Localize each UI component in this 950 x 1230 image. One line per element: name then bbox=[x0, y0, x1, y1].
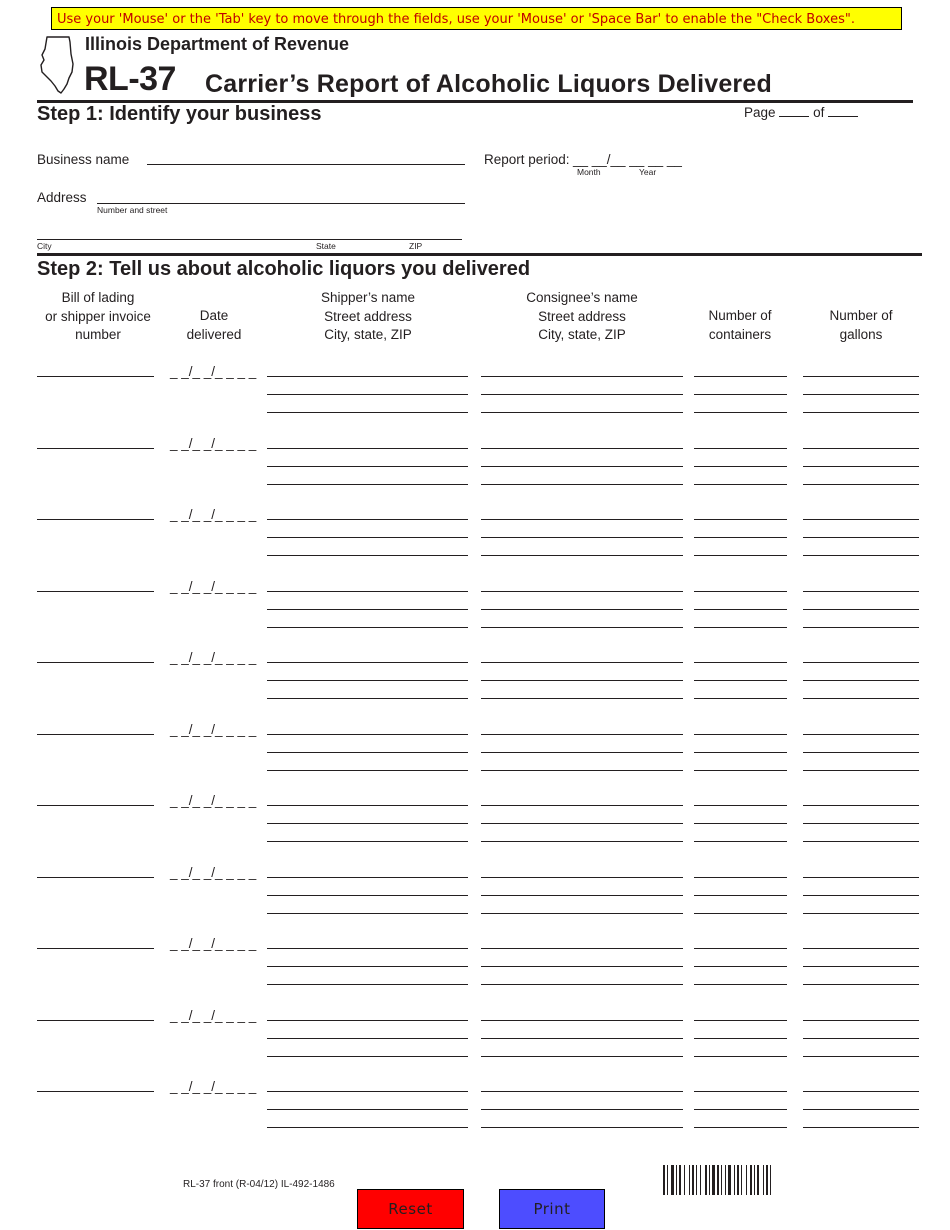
step1-bottom-rule bbox=[37, 253, 922, 256]
containers-field[interactable] bbox=[694, 448, 787, 449]
column-header-line: gallons bbox=[839, 326, 883, 342]
barcode-bar bbox=[757, 1165, 759, 1195]
page-count bbox=[744, 105, 858, 120]
date-delivered-field[interactable]: _ _/_ _/_ _ _ _ bbox=[170, 936, 257, 951]
shipper-city-state-zip-field[interactable] bbox=[267, 555, 468, 556]
column-header-line: Street address bbox=[324, 308, 412, 324]
containers-field[interactable] bbox=[694, 376, 787, 377]
shipper-name-field[interactable] bbox=[267, 734, 468, 735]
shipper-city-state-zip-field[interactable] bbox=[267, 484, 468, 485]
shipper-city-state-zip-field[interactable] bbox=[267, 841, 468, 842]
gallons-field[interactable] bbox=[803, 394, 919, 395]
date-delivered-field[interactable]: _ _/_ _/_ _ _ _ bbox=[170, 650, 257, 665]
barcode-bar bbox=[667, 1165, 668, 1195]
shipper-street-field[interactable] bbox=[267, 466, 468, 467]
shipper-street-field[interactable] bbox=[267, 1109, 468, 1110]
containers-field[interactable] bbox=[694, 877, 787, 878]
date-delivered-field[interactable]: _ _/_ _/_ _ _ _ bbox=[170, 507, 257, 522]
gallons-field[interactable] bbox=[803, 841, 919, 842]
consignee-street-field[interactable] bbox=[481, 466, 683, 467]
barcode-bar bbox=[689, 1165, 690, 1195]
consignee-city-state-zip-field[interactable] bbox=[481, 412, 683, 413]
shipper-street-field[interactable] bbox=[267, 752, 468, 753]
containers-field[interactable] bbox=[694, 823, 787, 824]
bill-of-lading-field[interactable] bbox=[37, 591, 154, 592]
city-state-zip-field[interactable] bbox=[37, 239, 462, 240]
containers-field[interactable] bbox=[694, 1020, 787, 1021]
consignee-name-field[interactable] bbox=[481, 662, 683, 663]
barcode-bar bbox=[696, 1165, 697, 1195]
barcode-bar bbox=[692, 1165, 694, 1195]
shipper-name-field[interactable] bbox=[267, 948, 468, 949]
consignee-name-field[interactable] bbox=[481, 519, 683, 520]
form-code: RL-37 front (R-04/12) IL-492-1486 bbox=[183, 1179, 335, 1190]
page-number-field[interactable] bbox=[779, 105, 809, 117]
shipper-name-field[interactable] bbox=[267, 877, 468, 878]
consignee-name-field[interactable] bbox=[481, 591, 683, 592]
consignee-city-state-zip-field[interactable] bbox=[481, 484, 683, 485]
consignee-city-state-zip-field[interactable] bbox=[481, 770, 683, 771]
column-header-line: Bill of lading bbox=[61, 290, 135, 305]
page-of-label: of bbox=[813, 105, 825, 120]
barcode-bar bbox=[728, 1165, 731, 1195]
barcode-bar bbox=[717, 1165, 719, 1195]
consignee-name-field[interactable] bbox=[481, 805, 683, 806]
column-header-gallons bbox=[811, 307, 911, 344]
consignee-name-field[interactable] bbox=[481, 948, 683, 949]
report-period-field[interactable]: __ __/__ __ __ __ bbox=[573, 152, 682, 167]
consignee-city-state-zip-field[interactable] bbox=[481, 984, 683, 985]
containers-field[interactable] bbox=[694, 895, 787, 896]
bill-of-lading-field[interactable] bbox=[37, 1091, 154, 1092]
barcode-bar bbox=[746, 1165, 747, 1195]
business-name-field[interactable] bbox=[147, 164, 465, 165]
gallons-field[interactable] bbox=[803, 680, 919, 681]
bill-of-lading-field[interactable] bbox=[37, 877, 154, 878]
gallons-field[interactable] bbox=[803, 1091, 919, 1092]
containers-field[interactable] bbox=[694, 770, 787, 771]
step2-title: Step 2: Tell us about alcoholic liquors you delivered bbox=[37, 258, 531, 280]
date-delivered-field[interactable]: _ _/_ _/_ _ _ _ bbox=[170, 364, 257, 379]
bill-of-lading-field[interactable] bbox=[37, 448, 154, 449]
barcode-bar bbox=[663, 1165, 665, 1195]
containers-field[interactable] bbox=[694, 698, 787, 699]
gallons-field[interactable] bbox=[803, 448, 919, 449]
gallons-field[interactable] bbox=[803, 823, 919, 824]
gallons-field[interactable] bbox=[803, 1127, 919, 1128]
shipper-name-field[interactable] bbox=[267, 376, 468, 377]
consignee-city-state-zip-field[interactable] bbox=[481, 555, 683, 556]
gallons-field[interactable] bbox=[803, 1056, 919, 1057]
business-name-label: Business name bbox=[37, 152, 130, 167]
barcode-bar bbox=[741, 1165, 742, 1195]
gallons-field[interactable] bbox=[803, 609, 919, 610]
bill-of-lading-field[interactable] bbox=[37, 1020, 154, 1021]
shipper-city-state-zip-field[interactable] bbox=[267, 412, 468, 413]
bill-of-lading-field[interactable] bbox=[37, 948, 154, 949]
containers-field[interactable] bbox=[694, 984, 787, 985]
barcode-bar bbox=[754, 1165, 755, 1195]
barcode-bar bbox=[770, 1165, 771, 1195]
page-label: Page bbox=[744, 105, 776, 120]
month-label: Month bbox=[577, 167, 601, 177]
shipper-city-state-zip-field[interactable] bbox=[267, 913, 468, 914]
containers-field[interactable] bbox=[694, 752, 787, 753]
illinois-state-icon bbox=[38, 34, 78, 96]
page-total-field[interactable] bbox=[828, 105, 858, 117]
consignee-street-field[interactable] bbox=[481, 1038, 683, 1039]
column-header-line: City, state, ZIP bbox=[324, 327, 412, 342]
containers-field[interactable] bbox=[694, 555, 787, 556]
column-header-line: delivered bbox=[186, 326, 242, 342]
consignee-street-field[interactable] bbox=[481, 1109, 683, 1110]
date-delivered-field[interactable]: _ _/_ _/_ _ _ _ bbox=[170, 722, 257, 737]
containers-field[interactable] bbox=[694, 805, 787, 806]
gallons-field[interactable] bbox=[803, 537, 919, 538]
consignee-name-field[interactable] bbox=[481, 1091, 683, 1092]
containers-field[interactable] bbox=[694, 1091, 787, 1092]
date-delivered-field[interactable]: _ _/_ _/_ _ _ _ bbox=[170, 579, 257, 594]
containers-field[interactable] bbox=[694, 913, 787, 914]
consignee-street-field[interactable] bbox=[481, 537, 683, 538]
consignee-city-state-zip-field[interactable] bbox=[481, 627, 683, 628]
address-label: Address bbox=[37, 190, 87, 205]
consignee-city-state-zip-field[interactable] bbox=[481, 1127, 683, 1128]
barcode-bar bbox=[721, 1165, 722, 1195]
containers-field[interactable] bbox=[694, 734, 787, 735]
bill-of-lading-field[interactable] bbox=[37, 519, 154, 520]
containers-field[interactable] bbox=[694, 966, 787, 967]
barcode-bar bbox=[671, 1165, 674, 1195]
consignee-street-field[interactable] bbox=[481, 823, 683, 824]
bill-of-lading-field[interactable] bbox=[37, 376, 154, 377]
city-label: City bbox=[37, 241, 52, 251]
shipper-street-field[interactable] bbox=[267, 966, 468, 967]
gallons-field[interactable] bbox=[803, 1020, 919, 1021]
containers-field[interactable] bbox=[694, 537, 787, 538]
containers-field[interactable] bbox=[694, 484, 787, 485]
gallons-field[interactable] bbox=[803, 627, 919, 628]
containers-field[interactable] bbox=[694, 841, 787, 842]
barcode-bar bbox=[737, 1165, 739, 1195]
barcode-bar bbox=[766, 1165, 768, 1195]
column-header-line: Number of bbox=[829, 308, 893, 323]
year-label: Year bbox=[639, 167, 657, 177]
column-header-line: Shipper’s name bbox=[320, 290, 416, 305]
date-delivered-field[interactable]: _ _/_ _/_ _ _ _ bbox=[170, 1079, 257, 1094]
form-number: RL-37 bbox=[84, 60, 176, 98]
barcode-bar bbox=[750, 1165, 752, 1195]
containers-field[interactable] bbox=[694, 680, 787, 681]
gallons-field[interactable] bbox=[803, 948, 919, 949]
gallons-field[interactable] bbox=[803, 555, 919, 556]
containers-field[interactable] bbox=[694, 1056, 787, 1057]
date-delivered-field[interactable]: _ _/_ _/_ _ _ _ bbox=[170, 436, 257, 451]
consignee-name-field[interactable] bbox=[481, 734, 683, 735]
gallons-field[interactable] bbox=[803, 877, 919, 878]
column-header-line: number bbox=[75, 327, 121, 342]
shipper-street-field[interactable] bbox=[267, 537, 468, 538]
containers-field[interactable] bbox=[694, 662, 787, 663]
gallons-field[interactable] bbox=[803, 752, 919, 753]
gallons-field[interactable] bbox=[803, 966, 919, 967]
containers-field[interactable] bbox=[694, 519, 787, 520]
consignee-name-field[interactable] bbox=[481, 376, 683, 377]
consignee-city-state-zip-field[interactable] bbox=[481, 698, 683, 699]
shipper-city-state-zip-field[interactable] bbox=[267, 627, 468, 628]
barcode-bar bbox=[705, 1165, 707, 1195]
barcode-bar bbox=[763, 1165, 764, 1195]
step1-title: Step 1: Identify your business bbox=[37, 103, 322, 125]
street-label: Number and street bbox=[97, 205, 168, 215]
column-header-line: containers bbox=[708, 326, 772, 342]
gallons-field[interactable] bbox=[803, 376, 919, 377]
gallons-field[interactable] bbox=[803, 698, 919, 699]
gallons-field[interactable] bbox=[803, 895, 919, 896]
consignee-city-state-zip-field[interactable] bbox=[481, 913, 683, 914]
containers-field[interactable] bbox=[694, 609, 787, 610]
containers-field[interactable] bbox=[694, 591, 787, 592]
containers-field[interactable] bbox=[694, 948, 787, 949]
barcode-bar bbox=[712, 1165, 715, 1195]
barcode-bar bbox=[679, 1165, 681, 1195]
consignee-street-field[interactable] bbox=[481, 966, 683, 967]
containers-field[interactable] bbox=[694, 466, 787, 467]
bill-of-lading-field[interactable] bbox=[37, 734, 154, 735]
column-header-shipper bbox=[268, 289, 468, 345]
barcode-bar bbox=[725, 1165, 726, 1195]
barcode-bar bbox=[734, 1165, 735, 1195]
gallons-field[interactable] bbox=[803, 805, 919, 806]
consignee-name-field[interactable] bbox=[481, 448, 683, 449]
column-header-line: Street address bbox=[538, 308, 626, 324]
column-header-line: City, state, ZIP bbox=[538, 327, 626, 342]
shipper-city-state-zip-field[interactable] bbox=[267, 770, 468, 771]
barcode bbox=[663, 1165, 823, 1195]
shipper-street-field[interactable] bbox=[267, 394, 468, 395]
state-label: State bbox=[316, 241, 336, 251]
gallons-field[interactable] bbox=[803, 662, 919, 663]
reset-button[interactable]: Reset bbox=[357, 1189, 464, 1229]
barcode-bar bbox=[700, 1165, 701, 1195]
print-button[interactable]: Print bbox=[499, 1189, 605, 1229]
consignee-street-field[interactable] bbox=[481, 609, 683, 610]
shipper-name-field[interactable] bbox=[267, 1091, 468, 1092]
containers-field[interactable] bbox=[694, 412, 787, 413]
shipper-name-field[interactable] bbox=[267, 662, 468, 663]
bill-of-lading-field[interactable] bbox=[37, 805, 154, 806]
shipper-city-state-zip-field[interactable] bbox=[267, 1127, 468, 1128]
shipper-city-state-zip-field[interactable] bbox=[267, 1056, 468, 1057]
containers-field[interactable] bbox=[694, 1127, 787, 1128]
zip-label: ZIP bbox=[409, 241, 423, 251]
column-header-containers bbox=[690, 307, 790, 344]
containers-field[interactable] bbox=[694, 1038, 787, 1039]
gallons-field[interactable] bbox=[803, 734, 919, 735]
column-header-line: Consignee’s name bbox=[526, 290, 638, 305]
gallons-field[interactable] bbox=[803, 412, 919, 413]
containers-field[interactable] bbox=[694, 1109, 787, 1110]
shipper-city-state-zip-field[interactable] bbox=[267, 698, 468, 699]
gallons-field[interactable] bbox=[803, 484, 919, 485]
shipper-street-field[interactable] bbox=[267, 680, 468, 681]
date-delivered-field[interactable]: _ _/_ _/_ _ _ _ bbox=[170, 1008, 257, 1023]
shipper-name-field[interactable] bbox=[267, 591, 468, 592]
street-field[interactable] bbox=[97, 203, 465, 204]
report-period-label: Report period: bbox=[484, 152, 570, 167]
shipper-street-field[interactable] bbox=[267, 1038, 468, 1039]
consignee-street-field[interactable] bbox=[481, 895, 683, 896]
consignee-street-field[interactable] bbox=[481, 394, 683, 395]
consignee-city-state-zip-field[interactable] bbox=[481, 1056, 683, 1057]
bill-of-lading-field[interactable] bbox=[37, 662, 154, 663]
column-header-line: or shipper invoice bbox=[45, 308, 151, 324]
shipper-name-field[interactable] bbox=[267, 1020, 468, 1021]
form-title: Carrier’s Report of Alcoholic Liquors Delivered bbox=[205, 70, 772, 98]
column-header-date-delivered bbox=[164, 307, 264, 344]
barcode-bar bbox=[709, 1165, 710, 1195]
shipper-street-field[interactable] bbox=[267, 823, 468, 824]
date-delivered-field[interactable]: _ _/_ _/_ _ _ _ bbox=[170, 793, 257, 808]
shipper-name-field[interactable] bbox=[267, 448, 468, 449]
shipper-street-field[interactable] bbox=[267, 609, 468, 610]
column-header-bill-of-lading bbox=[27, 289, 169, 345]
gallons-field[interactable] bbox=[803, 913, 919, 914]
gallons-field[interactable] bbox=[803, 1038, 919, 1039]
gallons-field[interactable] bbox=[803, 984, 919, 985]
consignee-name-field[interactable] bbox=[481, 1020, 683, 1021]
shipper-name-field[interactable] bbox=[267, 519, 468, 520]
department-name: Illinois Department of Revenue bbox=[85, 34, 350, 54]
containers-field[interactable] bbox=[694, 627, 787, 628]
consignee-city-state-zip-field[interactable] bbox=[481, 841, 683, 842]
column-header-consignee bbox=[481, 289, 683, 345]
containers-field[interactable] bbox=[694, 394, 787, 395]
gallons-field[interactable] bbox=[803, 519, 919, 520]
instruction-banner: Use your 'Mouse' or the 'Tab' key to move through the fields, use your 'Mouse' or 'Space Bar' to enable the "Check Boxes". bbox=[51, 7, 902, 30]
date-delivered-field[interactable]: _ _/_ _/_ _ _ _ bbox=[170, 865, 257, 880]
gallons-field[interactable] bbox=[803, 466, 919, 467]
consignee-name-field[interactable] bbox=[481, 877, 683, 878]
barcode-bar bbox=[684, 1165, 685, 1195]
barcode-bar bbox=[676, 1165, 677, 1195]
gallons-field[interactable] bbox=[803, 1109, 919, 1110]
gallons-field[interactable] bbox=[803, 770, 919, 771]
column-header-line: Number of bbox=[708, 308, 772, 323]
shipper-name-field[interactable] bbox=[267, 805, 468, 806]
column-header-line: Date bbox=[199, 308, 229, 323]
consignee-street-field[interactable] bbox=[481, 680, 683, 681]
gallons-field[interactable] bbox=[803, 591, 919, 592]
shipper-street-field[interactable] bbox=[267, 895, 468, 896]
shipper-city-state-zip-field[interactable] bbox=[267, 984, 468, 985]
consignee-street-field[interactable] bbox=[481, 752, 683, 753]
